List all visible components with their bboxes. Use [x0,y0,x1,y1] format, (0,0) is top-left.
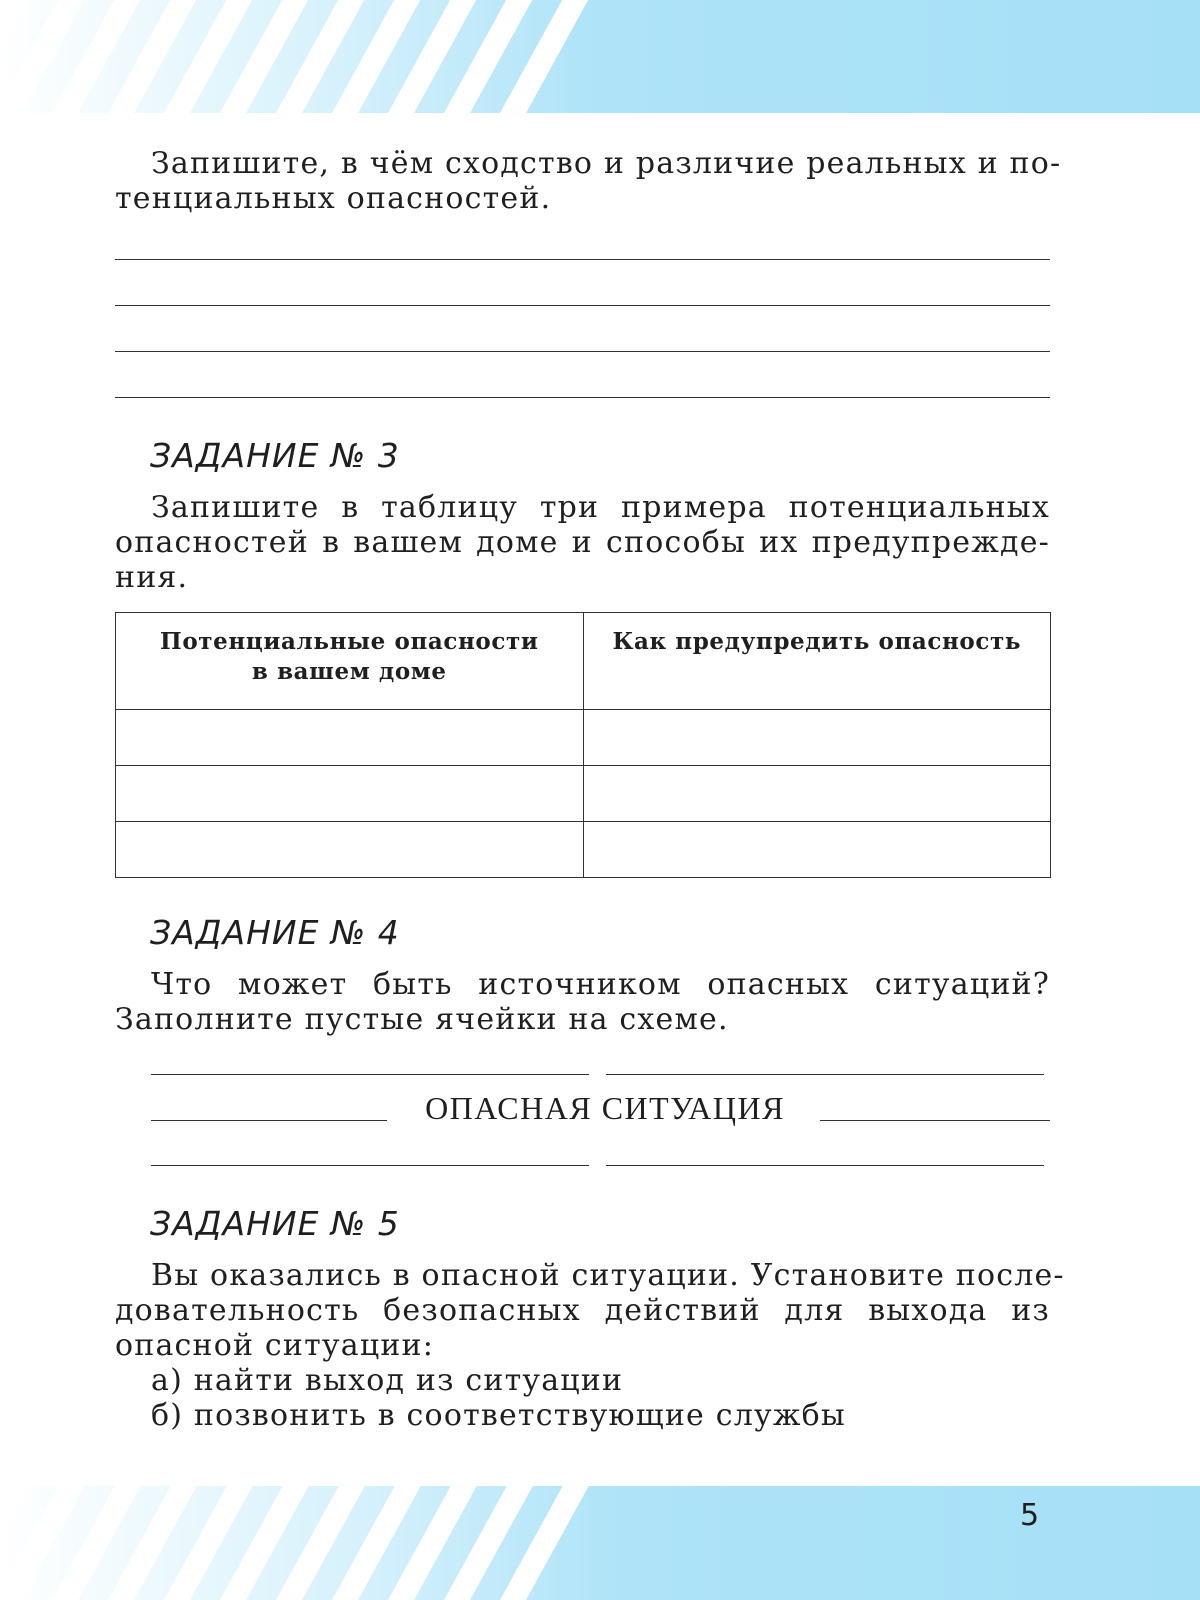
text-line: Вы оказались в опасной ситуации. Установите после- [151,1258,1065,1293]
task4-heading: ЗАДАНИЕ № 4 [150,913,400,952]
task5-instructions [115,1258,1065,1433]
option-a: а) найти выход из ситуации [151,1363,624,1398]
schema-blank[interactable] [820,1120,1050,1121]
task5-heading: ЗАДАНИЕ № 5 [150,1204,400,1243]
task3-heading: ЗАДАНИЕ № 3 [150,436,400,475]
schema-blank[interactable] [151,1120,387,1121]
answer-line[interactable] [115,397,1050,398]
header-text: Потенциальные опасности [160,628,539,655]
header-text: в вашем доме [251,658,447,685]
text-line: довательность безопасных действий для выхода из [115,1293,1050,1328]
option-b: б) позвонить в соответствующие службы [151,1398,846,1433]
table-header-row [116,613,1051,710]
table-row [116,822,1051,878]
task2-instructions [115,146,1062,216]
text-line: ния. [115,560,189,595]
text-line: Запишите в таблицу три примера потенциальных [151,490,1050,525]
top-banner [0,0,1200,113]
column-header-prevention: Как предупредить опасность [583,613,1051,710]
text-line: Заполните пустые ячейки на схеме. [115,1002,729,1037]
table-cell[interactable] [583,766,1051,822]
schema-blank[interactable] [606,1074,1044,1075]
table-row [116,710,1051,766]
text-line: Что может быть источником опасных ситуаций? [151,967,1050,1002]
table-row [116,766,1051,822]
text-line: тенциальных опасностей. [115,181,552,216]
answer-line[interactable] [115,305,1050,306]
table-cell[interactable] [116,710,584,766]
table-cell[interactable] [583,822,1051,878]
column-header-hazards [116,613,584,710]
schema-blank[interactable] [151,1074,589,1075]
answer-line[interactable] [115,259,1050,260]
answer-line[interactable] [115,351,1050,352]
page-number: 5 [1020,1498,1040,1533]
text-line: опасной ситуации: [115,1328,435,1363]
task3-instructions [115,490,1050,595]
schema-blank[interactable] [606,1165,1044,1166]
table-cell[interactable] [116,766,584,822]
table-cell[interactable] [116,822,584,878]
table-cell[interactable] [583,710,1051,766]
dangerous-situation-label: ОПАСНАЯ СИТУАЦИЯ [425,1090,785,1126]
schema-blank[interactable] [151,1165,589,1166]
task4-instructions [115,967,1050,1037]
text-line: Запишите, в чём сходство и различие реальных и по- [151,146,1062,181]
hazards-table [115,612,1051,878]
text-line: опасностей в вашем доме и способы их предупрежде- [115,525,1050,560]
